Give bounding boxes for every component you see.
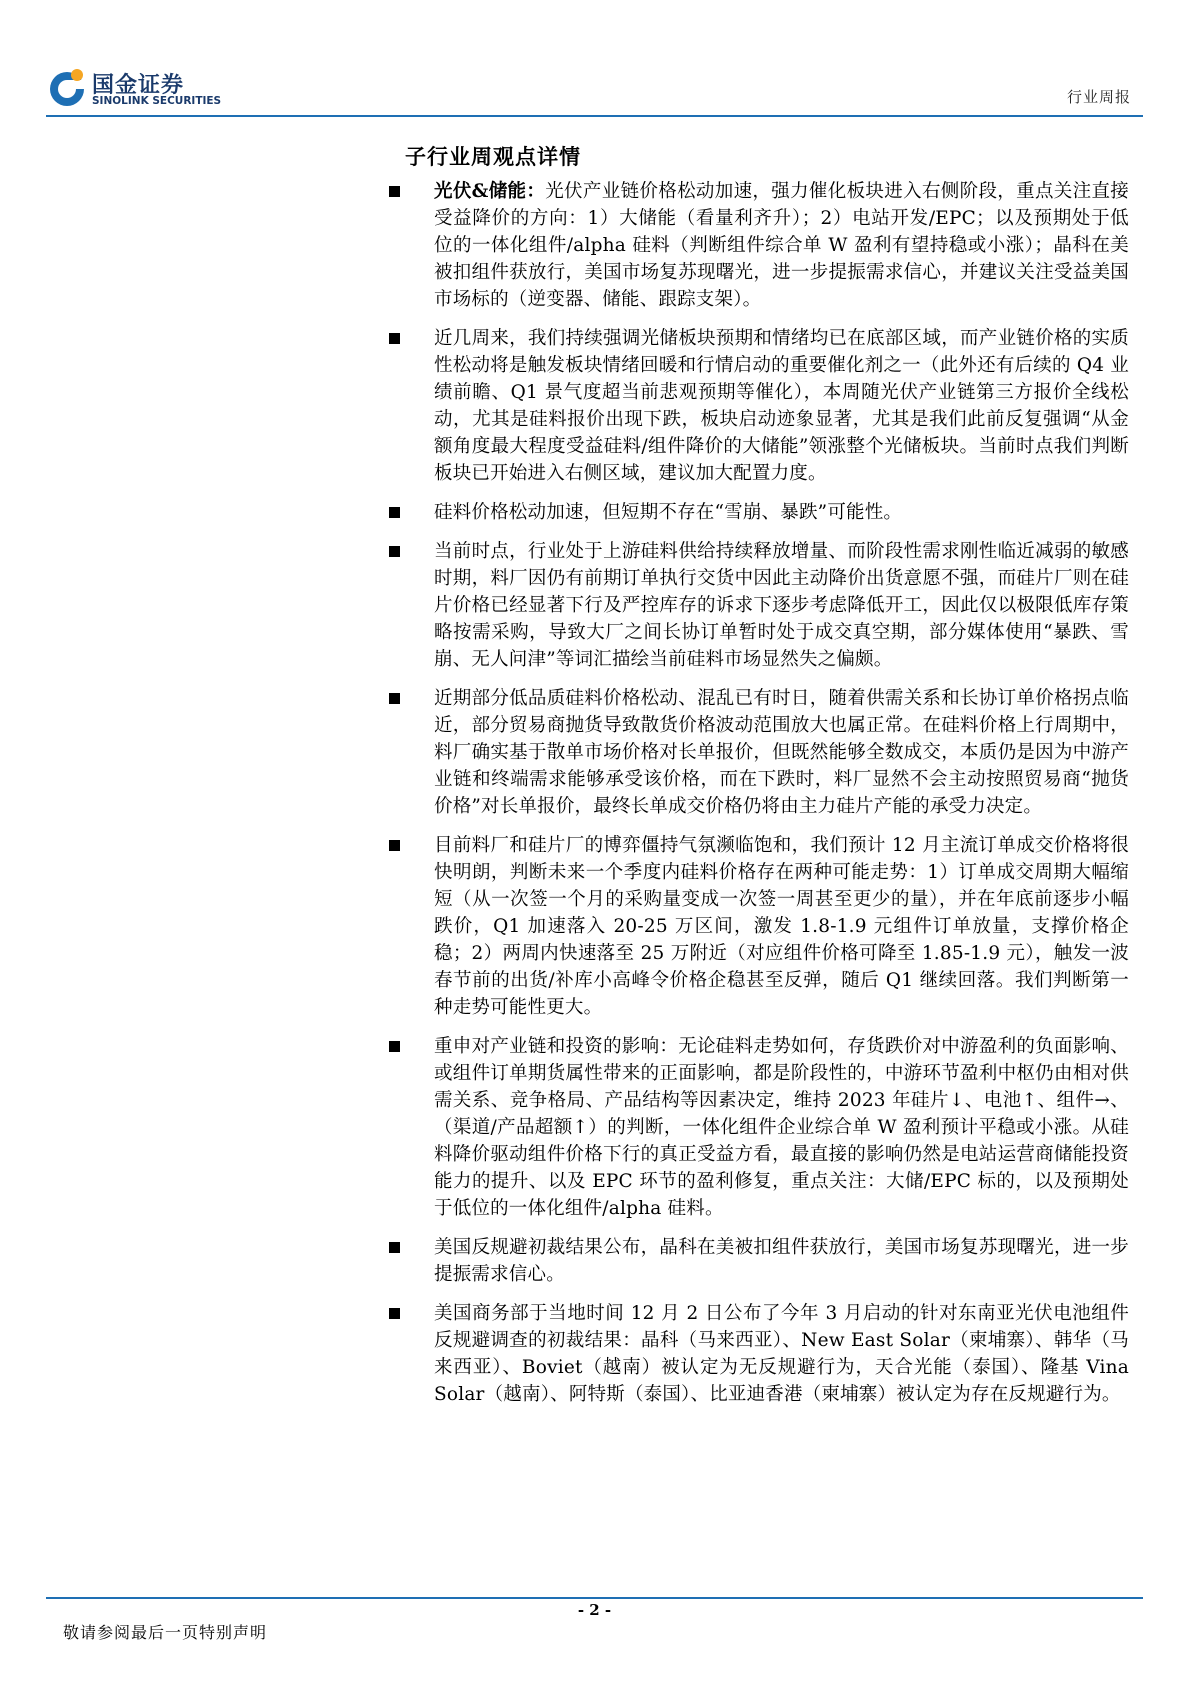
list-item	[389, 178, 1129, 313]
logo-text-cn: 国金证券	[92, 73, 185, 98]
company-logo	[46, 66, 222, 110]
paragraph-text: 美国反规避初裁结果公布，晶科在美被扣组件获放行，美国市场复苏现曙光，进一步提振需求信心。	[434, 1237, 1129, 1285]
content-body	[389, 178, 1129, 1420]
list-item	[389, 1300, 1129, 1408]
footer-divider	[46, 1597, 1143, 1599]
bullet-icon	[389, 1242, 400, 1253]
paragraph-text: 重申对产业链和投资的影响：无论硅料走势如何，存货跌价对中游盈利的负面影响、或组件订单期货属性带来的正面影响，都是阶段性的，中游环节盈利中枢仍由相对供需关系、竞争格局、产品结构等因素决定，维持 2023 年硅片↓、电池↑、组件→、（渠道/产品超额↑）的判断，一体化组件企业综合单 W 盈利预计平稳或小涨。从硅料降价驱动组件价格下行的真正受益方看，最直接的影响仍然是电站运营商储能投资能力的提升、以及 EPC 环节的盈利修复，重点关注：大储/EPC 标的，以及预期处于低位的一体化组件/alpha 硅料。	[434, 1036, 1129, 1219]
list-item	[389, 1033, 1129, 1222]
bullet-icon	[389, 840, 400, 851]
page-number: - 2 -	[577, 1601, 612, 1619]
bullet-icon	[389, 333, 400, 344]
paragraph-text: 近几周来，我们持续强调光储板块预期和情绪均已在底部区域，而产业链价格的实质性松动将是触发板块情绪回暖和行情启动的重要催化剂之一（此外还有后续的 Q4 业绩前瞻、Q1 景气度超当前悲观预期等催化），本周随光伏产业链第三方报价全线松动，尤其是硅料报价出现下跌，板块启动迹象显著，尤其是我们此前反复强调“从金额角度最大程度受益硅料/组件降价的大储能”领涨整个光储板块。当前时点我们判断板块已开始进入右侧区域，建议加大配置力度。	[434, 328, 1129, 484]
list-item	[389, 832, 1129, 1021]
logo-icon	[46, 66, 88, 108]
paragraph-text: 光伏产业链价格松动加速，强力催化板块进入右侧阶段，重点关注直接受益降价的方向：1）大储能（看量利齐升）；2）电站开发/EPC；以及预期处于低位的一体化组件/alpha 硅料（判断组件综合单 W 盈利有望持稳或小涨）；晶科在美被扣组件获放行，美国市场复苏现曙光，进一步提振需求信心，并建议关注受益美国市场标的（逆变器、储能、跟踪支架）。	[434, 181, 1129, 310]
paragraph-lead: 光伏&储能：	[434, 181, 546, 202]
list-item	[389, 685, 1129, 820]
logo-text-en: SINOLINK SECURITIES	[92, 95, 222, 107]
page-header	[46, 66, 1143, 117]
list-item	[389, 1234, 1129, 1288]
footer-disclaimer: 敬请参阅最后一页特别声明	[63, 1623, 268, 1642]
section-title: 子行业周观点详情	[405, 144, 581, 169]
paragraph-text: 近期部分低品质硅料价格松动、混乱已有时日，随着供需关系和长协订单价格拐点临近，部分贸易商抛货导致散货价格波动范围放大也属正常。在硅料价格上行周期中，料厂确实基于散单市场价格对长单报价，但既然能够全数成交，本质仍是因为中游产业链和终端需求能够承受该价格，而在下跌时，料厂显然不会主动按照贸易商“抛货价格”对长单报价，最终长单成交价格仍将由主力硅片产能的承受力决定。	[434, 688, 1129, 817]
list-item	[389, 325, 1129, 487]
report-type: 行业周报	[1066, 88, 1131, 106]
paragraph-text: 美国商务部于当地时间 12 月 2 日公布了今年 3 月启动的针对东南亚光伏电池组件反规避调查的初裁结果：晶科（马来西亚）、New East Solar（柬埔寨）、韩华（马来西亚）、Boviet（越南）被认定为无反规避行为，天合光能（泰国）、隆基 Vina Solar（越南）、阿特斯（泰国）、比亚迪香港（柬埔寨）被认定为存在反规避行为。	[434, 1303, 1129, 1405]
bullet-icon	[389, 507, 400, 518]
list-item	[389, 499, 1129, 526]
bullet-icon	[389, 693, 400, 704]
list-item	[389, 538, 1129, 673]
bullet-icon	[389, 1041, 400, 1052]
bullet-icon	[389, 1308, 400, 1319]
bullet-icon	[389, 186, 400, 197]
paragraph-text: 当前时点，行业处于上游硅料供给持续释放增量、而阶段性需求刚性临近减弱的敏感时期，料厂因仍有前期订单执行交货中因此主动降价出货意愿不强，而硅片厂则在硅片价格已经显著下行及严控库存的诉求下逐步考虑降低开工，因此仅以极限低库存策略按需采购，导致大厂之间长协订单暂时处于成交真空期，部分媒体使用“暴跌、雪崩、无人问津”等词汇描绘当前硅料市场显然失之偏颇。	[434, 541, 1129, 670]
paragraph-text: 目前料厂和硅片厂的博弈僵持气氛濒临饱和，我们预计 12 月主流订单成交价格将很快明朗，判断未来一个季度内硅料价格存在两种可能走势：1）订单成交周期大幅缩短（从一次签一个月的采购量变成一次签一周甚至更少的量），并在年底前逐步小幅跌价，Q1 加速落入 20-25 万区间，激发 1.8-1.9 元组件订单放量，支撑价格企稳；2）两周内快速落至 25 万附近（对应组件价格可降至 1.85-1.9 元），触发一波春节前的出货/补库小高峰令价格企稳甚至反弹，随后 Q1 继续回落。我们判断第一种走势可能性更大。	[434, 835, 1129, 1018]
paragraph-text: 硅料价格松动加速，但短期不存在“雪崩、暴跌”可能性。	[434, 502, 903, 523]
bullet-icon	[389, 546, 400, 557]
